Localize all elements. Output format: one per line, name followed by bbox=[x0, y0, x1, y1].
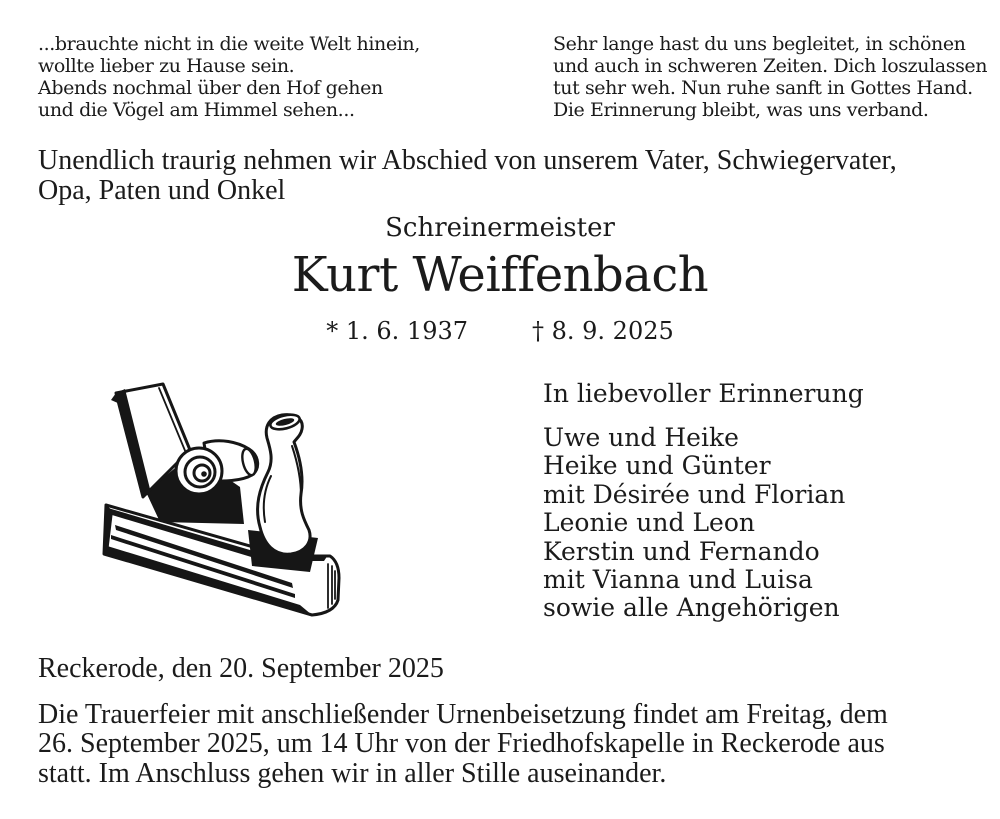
poem-left-line: Abends nochmal über den Hof gehen bbox=[38, 77, 383, 99]
poem-left-line: und die Vögel am Himmel sehen... bbox=[38, 99, 355, 121]
funeral-line: 26. September 2025, um 14 Uhr von der Friedhofskapelle in Reckerode aus bbox=[38, 728, 885, 760]
poem-right-line: tut sehr weh. Nun ruhe sanft in Gottes Hand. bbox=[553, 77, 973, 99]
mourner-line: Heike und Günter bbox=[543, 451, 771, 481]
mourner-line: mit Désirée und Florian bbox=[543, 479, 846, 509]
life-dates bbox=[0, 316, 1000, 346]
poem-left bbox=[38, 33, 420, 121]
poem-left-line: ...brauchte nicht in die weite Welt hinein, bbox=[38, 33, 420, 55]
deceased-name: Kurt Weiffenbach bbox=[291, 247, 709, 303]
dateline: Reckerode, den 20. September 2025 bbox=[38, 653, 444, 684]
death-date: † 8. 9. 2025 bbox=[532, 317, 674, 345]
funeral-line: statt. Im Anschluss gehen wir in aller Stille auseinander. bbox=[38, 757, 667, 789]
funeral-line: Die Trauerfeier mit anschließender Urnenbeisetzung findet am Freitag, dem bbox=[38, 699, 888, 730]
memorial-heading: In liebevoller Erinnerung bbox=[543, 379, 864, 408]
poem-right-line: Sehr lange hast du uns begleitet, in schönen bbox=[553, 33, 966, 55]
mourner-line: mit Vianna und Luisa bbox=[543, 565, 813, 595]
profession-title: Schreinermeister bbox=[385, 213, 615, 243]
wood-plane-illustration bbox=[98, 372, 348, 622]
poem-right-line: Die Erinnerung bleibt, was uns verband. bbox=[553, 99, 929, 121]
poem-left-line: wollte lieber zu Hause sein. bbox=[38, 55, 295, 77]
announcement-text bbox=[38, 146, 897, 206]
announcement-line: Opa, Paten und Onkel bbox=[38, 175, 286, 206]
birth-date: * 1. 6. 1937 bbox=[326, 317, 468, 345]
mourner-line: Leonie und Leon bbox=[543, 508, 755, 538]
memorial-block bbox=[543, 379, 864, 623]
mourner-line: Kerstin und Fernando bbox=[543, 536, 820, 566]
announcement-line: Unendlich traurig nehmen wir Abschied von unserem Vater, Schwiegervater, bbox=[38, 145, 897, 176]
funeral-info bbox=[38, 700, 888, 788]
poem-right bbox=[553, 33, 987, 121]
mourner-line: sowie alle Angehörigen bbox=[543, 593, 840, 623]
mourners-list bbox=[543, 424, 864, 623]
poem-right-line: und auch in schweren Zeiten. Dich loszulassen bbox=[553, 55, 988, 77]
mourner-line: Uwe und Heike bbox=[543, 423, 739, 452]
